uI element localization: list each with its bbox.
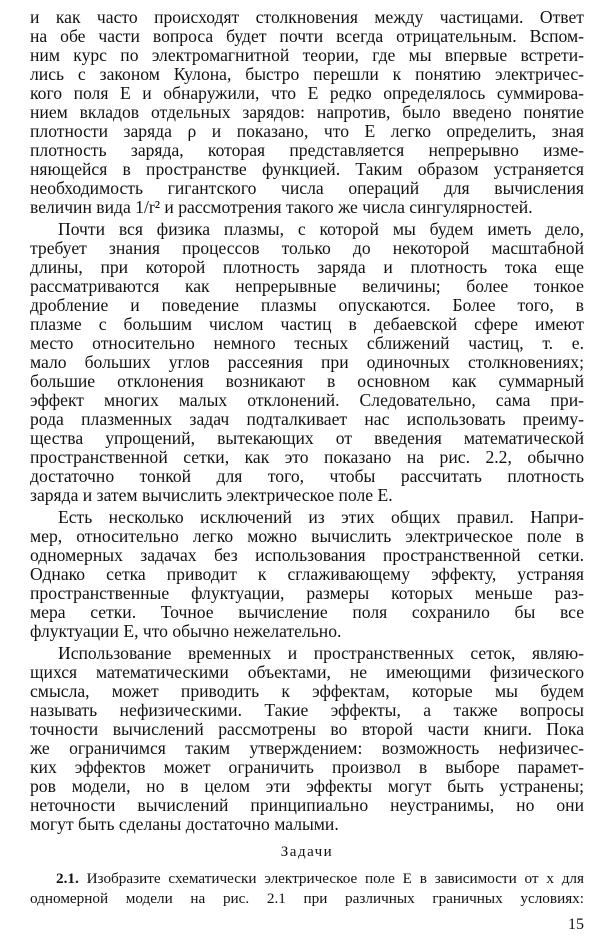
text-line: заряда и затем вычислить электрическое поле E. (30, 485, 393, 505)
text-line: рода плазменных задач подталкивает нас использовать преиму- (30, 409, 584, 429)
text-line: няющейся в пространстве функцией. Таким образом устраняется (30, 159, 584, 179)
text-line: величин вида 1/r² и рассмотрения такого же числа сингулярностей. (30, 197, 533, 217)
task-number: 2.1. (56, 870, 87, 887)
text-line: место относительно немного тесных сближений частиц, т. е. (30, 333, 584, 353)
text-line: нием вкладов отдельных зарядов: напротив, было введено понятие (30, 102, 584, 122)
text-line: рассматриваются как непрерывные величины; более тонкое (30, 276, 584, 296)
text-line: и как часто происходят столкновения между частицами. Ответ (30, 7, 584, 27)
section-heading: Задачи (280, 844, 334, 860)
text-line: точности вычислений рассмотрены во второй части книги. Пока (30, 719, 584, 739)
text-line: плотности заряда ρ и показано, что E легко определить, зная (30, 121, 584, 141)
text-line: на обе части вопроса будет почти всегда отрицательным. Вспом- (30, 26, 584, 46)
text-line: пространственной сетки, как это показано на рис. 2.2, обычно (30, 447, 584, 467)
task-line: одномерной модели на рис. 2.1 при различных граничных условиях: (30, 890, 584, 907)
text-line: необходимость гигантского числа операций для вычисления (30, 178, 584, 198)
text-line: Использование временных и пространственных сеток, являю- (58, 643, 584, 663)
text-line: ких эффектов может ограничить произвол в выборе парамет- (30, 757, 584, 777)
text-line: смысла, может приводить к эффектам, которые мы будем (30, 681, 584, 701)
text-line: же ограничимся таким утверждением: возможность нефизичес- (30, 738, 584, 758)
text-line: пространственные флуктуации, размеры которых меньше раз- (30, 583, 584, 603)
text-line: большие отклонения возникают в основном как суммарный (30, 371, 584, 391)
text-line: достаточно тонкой для того, чтобы рассчитать плотность (30, 466, 584, 486)
text-line: эффект многих малых отклонений. Следовательно, сама при- (30, 390, 584, 410)
text-line: ним курс по электромагнитной теории, где мы впервые встрети- (30, 45, 584, 65)
page-number: 15 (568, 916, 584, 933)
text-line: требует знания процессов только до некоторой масштабной (30, 238, 584, 258)
text-line: Почти вся физика плазмы, с которой мы будем иметь дело, (58, 219, 584, 239)
text-line: мера сетки. Точное вычисление поля сохранило бы все (30, 602, 584, 622)
text-line: могут быть сделаны достаточно малыми. (30, 814, 339, 834)
text-line: дробление и поведение плазмы опускаются. Более того, в (30, 295, 584, 315)
text-line: щихся математическими объектами, не имеющими физического (30, 662, 584, 682)
text-line: ров модели, но в целом эти эффекты могут быть устранены; (30, 776, 584, 796)
text-line: длины, при которой плотность заряда и плотность тока еще (30, 257, 584, 277)
text-line: плазме с большим числом частиц в дебаевской сфере имеют (30, 314, 584, 334)
text-line: мер, относительно легко можно вычислить электрическое поле в (30, 526, 584, 546)
task-text: Изобразите схематически электрическое поле E в зависимости от x для (86, 870, 584, 887)
text-line: плотность заряда, которая представляется непрерывно изме- (30, 140, 584, 160)
text-line: одномерных задачах без использования пространственной сетки. (30, 545, 584, 565)
text-line: Есть несколько исключений из этих общих правил. Напри- (58, 507, 584, 527)
text-line: кого поля E и обнаружили, что E редко определялось суммирова- (30, 83, 584, 103)
task-line (56, 870, 584, 888)
text-line: неточности вычислений принципиально неустранимы, но они (30, 795, 584, 815)
text-line: Однако сетка приводит к сглаживающему эффекту, устраняя (30, 564, 584, 584)
text-line: флуктуации E, что обычно нежелательно. (30, 621, 342, 641)
text-line: лись с законом Кулона, быстро перешли к понятию электричес- (30, 64, 584, 84)
text-line: называть нефизическими. Такие эффекты, а также вопросы (30, 700, 584, 720)
text-line: щества упрощений, вытекающих от введения математической (30, 428, 584, 448)
text-line: мало больших углов рассеяния при одиночных столкновениях; (30, 352, 584, 372)
